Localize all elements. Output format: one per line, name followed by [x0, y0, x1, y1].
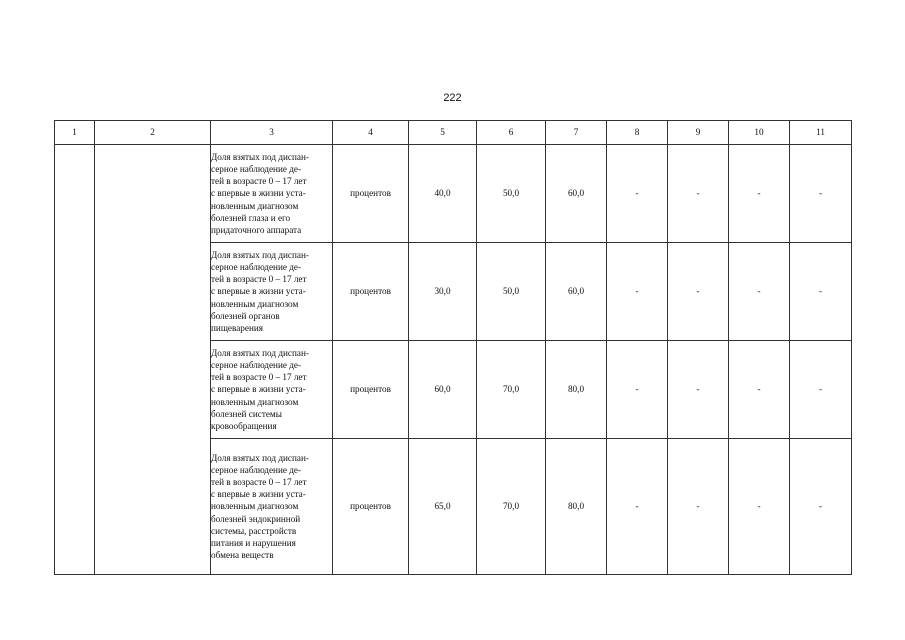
indicator-line: новленным диагнозом — [211, 200, 299, 211]
indicator-line: с впервые в жизни уста- — [211, 188, 306, 199]
indicator-line: обмена веществ — [211, 550, 274, 561]
indicator-line: придаточного аппарата — [211, 225, 302, 235]
value-cell-6: 70,0 — [477, 341, 546, 439]
column-header: 11 — [790, 121, 852, 145]
indicator-line: новленным диагнозом — [211, 501, 299, 512]
column-header: 8 — [607, 121, 668, 145]
indicator-line: серное наблюдение де- — [211, 163, 302, 174]
value-cell-5: 30,0 — [409, 243, 477, 341]
column-header: 5 — [409, 121, 477, 145]
column-header: 4 — [333, 121, 409, 145]
indicator-line: тей в возрасте 0 – 17 лет — [211, 176, 307, 187]
indicator-cell — [211, 341, 333, 439]
indicator-line: болезней органов — [211, 310, 280, 321]
value-cell-10: - — [729, 145, 790, 243]
value-cell-6: 70,0 — [477, 439, 546, 575]
column-header: 2 — [95, 121, 211, 145]
value-cell-8: - — [607, 243, 668, 341]
indicator-line: новленным диагнозом — [211, 298, 299, 309]
unit-cell: процентов — [333, 439, 409, 575]
value-cell-11: - — [790, 243, 852, 341]
indicator-line: болезней эндокринной — [211, 513, 301, 524]
indicator-line: с впервые в жизни уста- — [211, 286, 306, 297]
indicator-line: болезней глаза и его — [211, 212, 291, 223]
indicator-line: серное наблюдение де- — [211, 261, 302, 272]
column-number-row — [55, 121, 852, 145]
value-cell-9: - — [668, 439, 729, 575]
indicator-cell — [211, 145, 333, 243]
column-2-cell — [95, 145, 211, 575]
indicator-line: Доля взятых под диспан- — [211, 452, 309, 463]
indicator-cell — [211, 439, 333, 575]
indicator-cell — [211, 243, 333, 341]
unit-cell: процентов — [333, 341, 409, 439]
value-cell-6: 50,0 — [477, 145, 546, 243]
value-cell-10: - — [729, 341, 790, 439]
indicators-table — [54, 120, 852, 575]
indicator-line: тей в возрасте 0 – 17 лет — [211, 476, 307, 487]
value-cell-7: 80,0 — [546, 341, 607, 439]
indicator-line: Доля взятых под диспан- — [211, 347, 309, 358]
column-header: 9 — [668, 121, 729, 145]
value-cell-9: - — [668, 145, 729, 243]
indicator-line: тей в возрасте 0 – 17 лет — [211, 274, 307, 285]
value-cell-7: 80,0 — [546, 439, 607, 575]
value-cell-11: - — [790, 145, 852, 243]
indicator-line: серное наблюдение де- — [211, 464, 302, 475]
column-header: 10 — [729, 121, 790, 145]
indicator-line: болезней системы — [211, 408, 282, 419]
column-header: 3 — [211, 121, 333, 145]
indicator-line: новленным диагнозом — [211, 396, 299, 407]
indicator-line: Доля взятых под диспан- — [211, 151, 309, 162]
table-row — [55, 145, 852, 243]
value-cell-7: 60,0 — [546, 145, 607, 243]
indicator-line: питания и нарушения — [211, 538, 296, 548]
value-cell-8: - — [607, 439, 668, 575]
value-cell-7: 60,0 — [546, 243, 607, 341]
indicator-line: серное наблюдение де- — [211, 359, 302, 370]
indicator-line: Доля взятых под диспан- — [211, 249, 309, 260]
unit-cell: процентов — [333, 145, 409, 243]
indicator-line: с впервые в жизни уста- — [211, 384, 306, 395]
indicator-line: системы, расстройств — [211, 525, 297, 536]
value-cell-8: - — [607, 145, 668, 243]
indicator-line: с впервые в жизни уста- — [211, 489, 306, 500]
column-header: 6 — [477, 121, 546, 145]
value-cell-5: 40,0 — [409, 145, 477, 243]
value-cell-11: - — [790, 341, 852, 439]
column-1-cell — [55, 145, 95, 575]
value-cell-10: - — [729, 243, 790, 341]
indicator-line: тей в возрасте 0 – 17 лет — [211, 372, 307, 383]
value-cell-9: - — [668, 243, 729, 341]
value-cell-5: 65,0 — [409, 439, 477, 575]
unit-cell: процентов — [333, 243, 409, 341]
page-number: 222 — [443, 92, 462, 104]
indicator-line: пищеварения — [211, 323, 264, 333]
value-cell-11: - — [790, 439, 852, 575]
column-header: 7 — [546, 121, 607, 145]
column-header: 1 — [55, 121, 95, 145]
value-cell-9: - — [668, 341, 729, 439]
indicator-line: кровообращения — [211, 421, 277, 431]
value-cell-5: 60,0 — [409, 341, 477, 439]
value-cell-6: 50,0 — [477, 243, 546, 341]
value-cell-8: - — [607, 341, 668, 439]
value-cell-10: - — [729, 439, 790, 575]
